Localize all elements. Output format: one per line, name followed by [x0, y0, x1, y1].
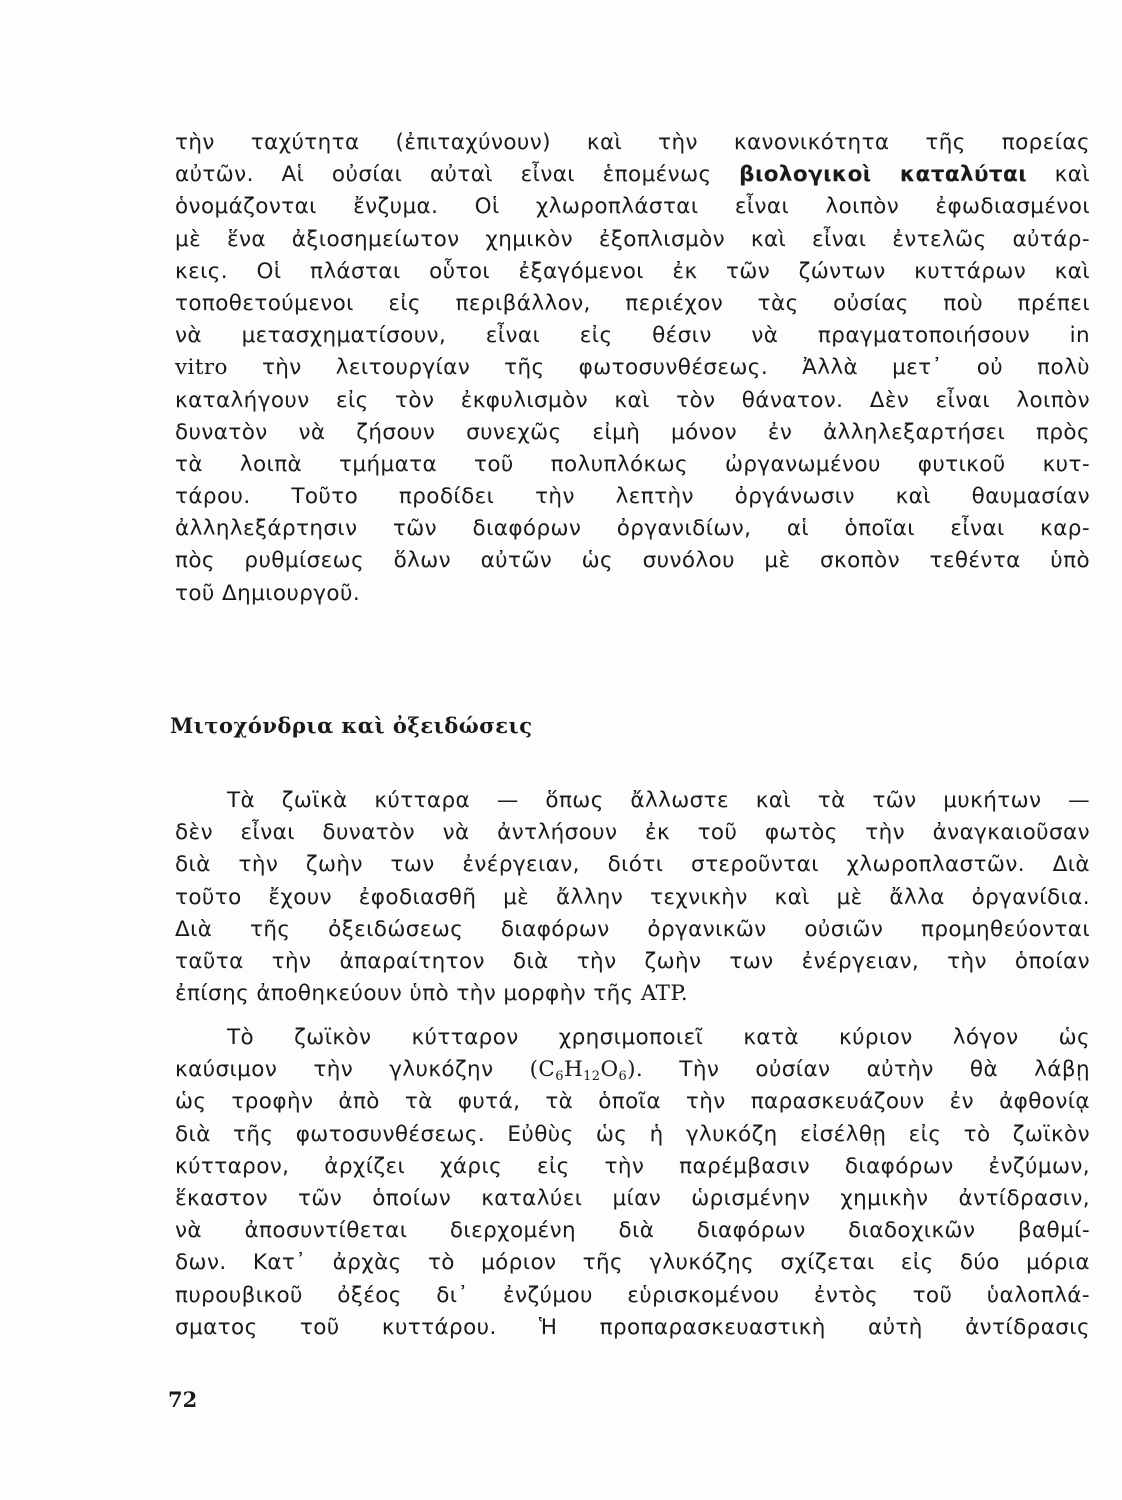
text-segment: ἐπίσης ἀποθηκεύουν ὑπὸ τὴν μορφὴν τῆς [175, 981, 634, 1007]
text-line: τοποθετούμενοι εἰς περιβάλλον, περιέχον τὰς οὐσίας ποὺ πρέπει [175, 290, 1090, 316]
text-line: σματος τοῦ κυττάρου. Ἡ προπαρασκευαστικὴ αὐτὴ ἀντίδρασις [175, 1314, 1090, 1340]
text-line: ὡς τροφὴν ἀπὸ τὰ φυτά, τὰ ὁποῖα τὴν παρασκευάζουν ἐν ἀφθονίᾳ [175, 1089, 1090, 1115]
formula-subscript: 6 [618, 1069, 628, 1085]
glucose-formula [529, 1057, 644, 1085]
text-segment: Τὴν οὐσίαν αὐτὴν θὰ λάβῃ [679, 1057, 1090, 1083]
bold-term: βιολογικοὶ καταλύται [739, 162, 1027, 188]
text-line: διὰ τὴν ζωὴν των ἐνέργειαν, διότι στεροῦνται χλωροπλαστῶν. Διὰ [175, 852, 1090, 878]
text-line: τὰ λοιπὰ τμήματα τοῦ πολυπλόκως ὠργανωμένου φυτικοῦ κυτ- [175, 451, 1090, 477]
text-line: τὴν ταχύτητα (ἐπιταχύνουν) καὶ τὴν κανονικότητα τῆς πορείας [175, 130, 1090, 155]
latin-term: vitro [175, 355, 228, 381]
text-line: ὁνομάζονται ἔνζυμα. Οἱ χλωροπλάσται εἶναι λοιπὸν ἐφωδιασμένοι [175, 194, 1090, 220]
text-line [175, 159, 1090, 191]
formula-subscript: 12 [583, 1069, 601, 1085]
text-line: κεις. Οἱ πλάσται οὗτοι ἐξαγόμενοι ἐκ τῶν ζώντων κυττάρων καὶ [175, 258, 1090, 284]
text-line: μὲ ἕνα ἀξιοσημείωτον χημικὸν ἐξοπλισμὸν καὶ εἶναι ἐντελῶς αὐτάρ- [175, 226, 1090, 252]
text-line: καταλήγουν εἰς τὸν ἐκφυλισμὸν καὶ τὸν θάνατον. Δὲν εἶναι λοιπὸν [175, 387, 1090, 413]
text-line: ταῦτα τὴν ἀπαραίτητον διὰ τὴν ζωὴν των ἐνέργειαν, τὴν ὁποίαν [175, 948, 1090, 974]
text-segment: καὶ [1054, 162, 1090, 188]
text-line: νὰ ἀποσυντίθεται διερχομένη διὰ διαφόρων διαδοχικῶν βαθμί- [175, 1218, 1090, 1244]
section-heading: Μιτοχόνδρια καὶ ὀξειδώσεις [170, 713, 533, 738]
formula-part: (C [529, 1057, 556, 1083]
formula-part: H [563, 1057, 584, 1083]
text-line: νὰ μετασχηματίσουν, εἶναι εἰς θέσιν νὰ πραγματοποιήσουν in [175, 323, 1090, 349]
text-line [175, 352, 1090, 384]
text-segment: αὐτῶν. Αἱ οὐσίαι αὐταὶ εἶναι ἑπομένως [175, 162, 712, 188]
text-line: ἀλληλεξάρτησιν τῶν διαφόρων ὀργανιδίων, αἱ ὁποῖαι εἶναι καρ- [175, 516, 1090, 542]
formula-subscript: 6 [555, 1069, 564, 1085]
paragraph-glucose [175, 1022, 1120, 1344]
formula-part: ). [627, 1057, 644, 1083]
text-line: τάρου. Τοῦτο προδίδει τὴν λεπτὴν ὀργάνωσιν καὶ θαυμασίαν [175, 484, 1090, 510]
text-line: τοῦ Δημιουργοῦ. [175, 580, 361, 606]
text-segment: τὴν λειτουργίαν τῆς φωτοσυνθέσεως. Ἀλλὰ μετ᾽ οὐ πολὺ [261, 355, 1090, 381]
page-number: 72 [168, 1387, 198, 1412]
text-line: Τὰ ζωϊκὰ κύτταρα — ὅπως ἄλλωστε καὶ τὰ τῶν μυκήτων — [227, 788, 1090, 813]
text-line: Τὸ ζωϊκὸν κύτταρον χρησιμοποιεῖ κατὰ κύριον λόγον ὡς [227, 1025, 1090, 1050]
text-line: πὸς ρυθμίσεως ὅλων αὐτῶν ὡς συνόλου μὲ σκοπὸν τεθέντα ὑπὸ [175, 548, 1090, 574]
paragraph-catalysts [175, 127, 1120, 610]
text-line: δυνατὸν νὰ ζήσουν συνεχῶς εἰμὴ μόνον ἐν ἀλληλεξαρτήσει πρὸς [175, 419, 1090, 445]
text-line [175, 1054, 1090, 1086]
text-line: δὲν εἶναι δυνατὸν νὰ ἀντλήσουν ἐκ τοῦ φωτὸς τὴν ἀναγκαιοῦσαν [175, 820, 1090, 846]
text-line: κύτταρον, ἀρχίζει χάρις εἰς τὴν παρέμβασιν διαφόρων ἐνζύμων, [175, 1153, 1090, 1179]
text-line: Διὰ τῆς ὀξειδώσεως διαφόρων ὀργανικῶν οὐσιῶν προμηθεύονται [175, 916, 1090, 942]
atp-abbreviation: ATP. [640, 981, 689, 1007]
text-line: δων. Κατ᾽ ἀρχὰς τὸ μόριον τῆς γλυκόζης σχίζεται εἰς δύο μόρια [175, 1250, 1090, 1276]
formula-part: O [600, 1057, 619, 1083]
text-line: πυρουβικοῦ ὀξέος δι᾽ ἐνζύμου εὑρισκομένου ἐντὸς τοῦ ὑαλοπλά- [175, 1282, 1090, 1308]
text-line: ἕκαστον τῶν ὁποίων καταλύει μίαν ὡρισμένην χημικὴν ἀντίδρασιν, [175, 1185, 1090, 1211]
paragraph-animal-cells [175, 785, 1120, 1010]
text-line: διὰ τῆς φωτοσυνθέσεως. Εὐθὺς ὡς ἡ γλυκόζη εἰσέλθῃ εἰς τὸ ζωϊκὸν [175, 1121, 1090, 1147]
text-line [175, 978, 1120, 1010]
text-line: τοῦτο ἔχουν ἐφοδιασθῆ μὲ ἄλλην τεχνικὴν καὶ μὲ ἄλλα ὀργανίδια. [175, 884, 1090, 910]
text-segment: καύσιμον τὴν γλυκόζην [175, 1057, 494, 1083]
